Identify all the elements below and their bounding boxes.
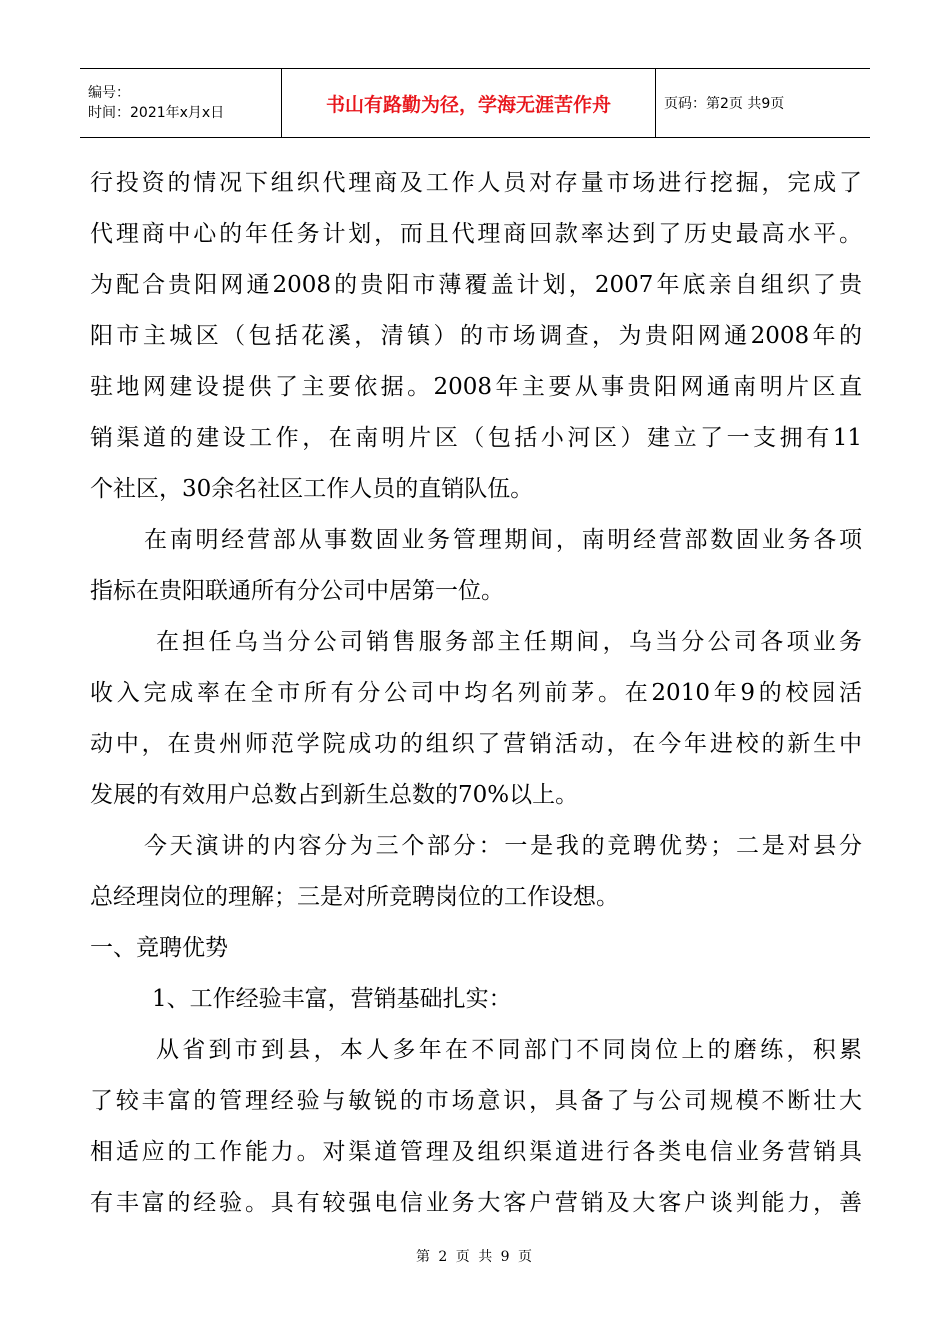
document-header: [80, 68, 870, 138]
text-line: 从省到市到县，本人多年在不同部门不同岗位上的磨练，积累: [156, 1037, 862, 1063]
motto-text: 书山有路勤为径，学海无涯苦作舟: [325, 93, 611, 116]
text-line: 了较丰富的管理经验与敏锐的市场意识，具备了与公司规模不断壮大: [90, 1088, 862, 1114]
text-line: 在担任乌当分公司销售服务部主任期间，乌当分公司各项业务: [156, 629, 862, 655]
text-line: 发展的有效用户总数占到新生总数的70%以上。: [90, 782, 579, 808]
text-line: 驻地网建设提供了主要依据。2008年主要从事贵阳网通南明片区直: [90, 374, 862, 400]
text-line: 为配合贵阳网通2008的贵阳市薄覆盖计划，2007年底亲自组织了贵: [90, 272, 862, 298]
text-line: 收入完成率在全市所有分公司中均名列前茅。在2010年9的校园活: [90, 680, 862, 706]
text-line: 行投资的情况下组织代理商及工作人员对存量市场进行挖掘，完成了: [90, 170, 862, 196]
text-line: 动中，在贵州师范学院成功的组织了营销活动，在今年进校的新生中: [90, 731, 862, 757]
text-line: 销渠道的建设工作，在南明片区（包括小河区）建立了一支拥有11: [90, 425, 862, 451]
text-line: 1、工作经验丰富，营销基础扎实：: [152, 986, 512, 1012]
time-label: 时间：2021年x月x日: [88, 105, 225, 121]
text-line: 代理商中心的年任务计划，而且代理商回款率达到了历史最高水平。: [90, 221, 862, 247]
text-line: 在南明经营部从事数固业务管理期间，南明经营部数固业务各项: [144, 527, 862, 553]
id-label: 编号：: [88, 85, 130, 101]
text-line: 个社区，30余名社区工作人员的直销队伍。: [90, 476, 534, 502]
text-line: 相适应的工作能力。对渠道管理及组织渠道进行各类电信业务营销具: [90, 1139, 862, 1165]
text-line: 阳市主城区（包括花溪，清镇）的市场调查，为贵阳网通2008年的: [90, 323, 862, 349]
page-info-text: 页码：第2页 共9页: [664, 96, 785, 112]
text-line: 总经理岗位的理解；三是对所竞聘岗位的工作设想。: [90, 884, 619, 910]
text-line: 一、竞聘优势: [90, 935, 228, 961]
header-meta-cell: [80, 69, 282, 137]
page-footer: 第 2 页 共 9 页: [415, 1249, 535, 1265]
text-line: 有丰富的经验。具有较强电信业务大客户营销及大客户谈判能力，善: [90, 1190, 862, 1216]
document-body: [90, 158, 862, 1229]
text-line: 指标在贵阳联通所有分公司中居第一位。: [90, 578, 504, 604]
text-line: 今天演讲的内容分为三个部分：一是我的竞聘优势；二是对县分: [144, 833, 862, 859]
page-info-cell: [656, 69, 870, 137]
motto-cell: [282, 69, 656, 137]
